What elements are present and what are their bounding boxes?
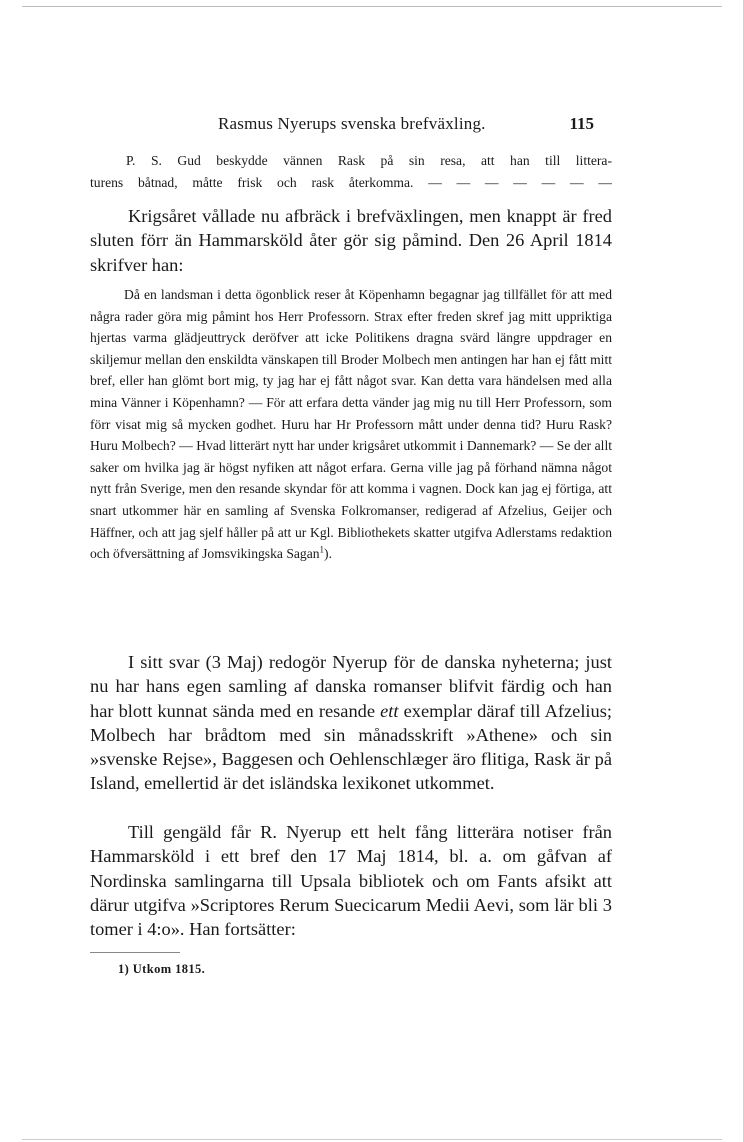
letter-quote: [90, 284, 612, 565]
letter-quote-text: [90, 284, 612, 565]
paragraph-2-part-b: exemplar däraf till Afzelius; Molbech har brådtom med sin månadsskrift »Athene» och sin »svenske Rejse», Baggesen och Oehlenschlæger äro flitiga, Rask är på Island, emellertid är det isländska lexikonet utkommet.: [90, 700, 612, 794]
footnote-divider: [90, 952, 180, 953]
paragraph-3: [90, 820, 612, 941]
running-title: Rasmus Nyerups svenska brefväxling.: [218, 114, 486, 133]
scan-edge-top: [22, 6, 722, 7]
footnote-reference: 1: [319, 544, 325, 555]
letter-quote-tail: ).: [324, 546, 332, 562]
running-header: [90, 114, 612, 140]
postscript-line-1: P. S. Gud beskydde vännen Rask på sin resa, att han till littera-: [126, 153, 612, 168]
postscript: [90, 150, 612, 193]
paragraph-2-part-a: I sitt svar (3 Maj) redogör Nyerup för de danska nyheterna; just nu har hans egen samling af danska romanser blifvit färdig och han har blott kunnat sända med en resande: [90, 652, 612, 721]
page-number: 115: [569, 114, 594, 133]
paragraph-2: [90, 650, 612, 796]
paragraph-1-text: Krigsåret vållade nu afbräck i brefväxlingen, men knappt är fred sluten förr än Hammarsköld åter gör sig påmind. Den 26 April 1814 skrifver han:: [90, 206, 612, 275]
footnote: 1) Utkom 1815.: [118, 962, 206, 976]
paragraph-2-emphasis: ett: [380, 700, 399, 721]
paragraph-3-text: Till gengäld får R. Nyerup ett helt fång litterära notiser från Hammarsköld i ett bref den 17 Maj 1814, bl. a. om gåfvan af Nordinska samlingarna till Upsala bibliotek och om Fants afsikt att därur utgifva »Scriptores Rerum Suecicarum Medii Aevi, som lär bli 3 tomer i 4:o». Han fortsätter:: [90, 822, 612, 940]
paragraph-1: [90, 204, 612, 277]
letter-quote-body: Då en landsman i detta ögonblick reser åt Köpenhamn begagnar jag tillfället för att med några rader göra mig påmint hos Herr Professorn. Strax efter freden skref jag mitt uppriktiga hjertas varma glädjeuttryck deröfver att icke Politikens dragna svärd längre uppdrager en skiljemur mellan den enskildta vänskapen till Broder Molbech men antingen har han ej fått mitt bref, eller han glömt bort mig, ty jag har ej fått något svar. Kan detta vara händelsen med alla mina Vänner i Köpenhamn? — För att erfara detta vänder jag mig nu till Herr Professorn, som förr visat mig så mycken godhet. Huru har Hr Professorn mått under denna tid? Huru Rask? Huru Molbech? — Hvad litterärt nytt har under krigsåret utkommit i Dannemark? — Se der allt saker om hvilka jag är högst nyfiken att något erfara. Gerna ville jag på förhand nämna något nytt från Sverige, men den resande skyndar för att komma i vagnen. Dock kan jag ej förtiga, att snart utkommer här en samling af Svenska Folkromanser, redigerad af Afzelius, Geijer och Häffner, och att jag sjelf håller på att ur Kgl. Bibliothekets skatter utgifva Adlerstams redaktion och öfversättning af Jomsvikingska Sagan: [90, 287, 612, 562]
postscript-line-2: turens båtnad, måtte frisk och rask återkomma. — — — — — — —: [90, 174, 612, 190]
paragraph-2-text: [90, 650, 612, 796]
scan-edge-bottom: [22, 1139, 722, 1140]
